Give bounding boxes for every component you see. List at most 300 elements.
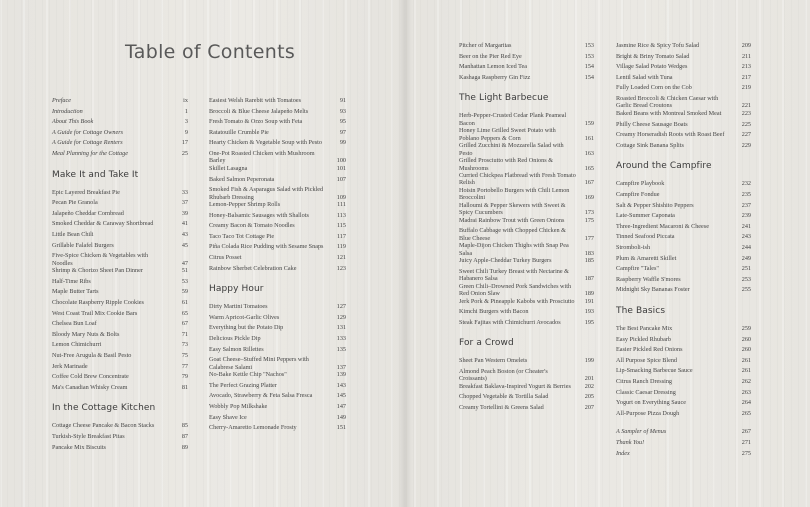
toc-entry[interactable] [459,383,594,390]
toc-entry[interactable] [459,268,594,283]
entry-page-number: 189 [584,290,594,297]
toc-entry[interactable] [209,346,346,353]
toc-entry[interactable] [459,217,594,224]
toc-entry[interactable] [616,439,751,446]
toc-entry[interactable] [459,242,594,257]
entry-page-number: 71 [181,330,188,338]
entry-title: Almond Peach Boston (or Cheater's Croissants) [459,367,548,383]
toc-entry[interactable] [616,53,751,60]
toc-entry[interactable] [209,150,346,165]
entry-title: Fully Loaded Corn on the Cob [616,84,692,92]
entry-title: A Guide for Cottage Renters [52,139,123,147]
entry-title: Chelsea Bun Loaf [52,320,97,328]
entry-title: Grilled Zucchini & Mozzarella Salad with Pesto [459,142,564,157]
section-heading: The Light Barbecue [459,93,549,104]
toc-entry[interactable] [209,265,346,272]
entry-page-number: 153 [584,52,594,60]
entry-title: Roasted Broccoli & Chicken Caesar with Garlic Bread Croutons [616,95,719,110]
entry-page-number: 39 [181,209,188,217]
entry-page-number: 127 [336,303,346,311]
entry-page-number: 161 [584,134,594,142]
entry-page-number: 251 [741,265,751,273]
entry-title: Buffalo Cabbage with Chopped Chicken & Blue Cheese [459,227,566,242]
entry-title: Manhattan Lemon Iced Tea [459,63,528,71]
entry-title: Yogurt on Everything Sauce [616,399,687,407]
toc-entry[interactable] [616,233,751,240]
entry-page-number: 217 [741,73,751,81]
toc-entry[interactable] [459,53,594,60]
entry-page-number: 225 [741,120,751,128]
entry-page-number: 205 [584,393,594,401]
entry-page-number: 187 [584,275,594,283]
toc-entry[interactable] [209,201,346,208]
toc-entry[interactable] [52,210,188,217]
toc-entry[interactable] [616,399,751,406]
entry-page-number: 259 [741,324,751,332]
entry-page-number: 123 [336,264,346,272]
toc-entry[interactable] [209,403,346,410]
entry-page-number: 73 [181,341,188,349]
entry-title: Herb-Pepper-Crusted Cedar Plank Peameal Bacon [459,112,567,127]
entry-title: Warm Apricot-Garlic Olives [209,313,280,321]
entry-title: Introduction [52,107,83,115]
entry-page-number: 3 [184,118,188,126]
entry-title: Madrai Rainbow Trout with Green Onions [459,216,565,224]
entry-title: Delicious Pickle Dip [209,335,261,342]
entry-title: Coffee Cold Brew Concentrate [52,373,129,381]
entry-page-number: 97 [339,128,346,136]
section-heading: The Basics [616,305,666,316]
entry-title: Salt & Pepper Shishito Peppers [616,201,694,209]
entry-title: Ma's Canadian Whisky Cream [52,383,128,391]
entry-page-number: 93 [339,107,346,115]
toc-entry[interactable] [616,223,751,230]
entry-page-number: ix [183,97,188,104]
toc-entry[interactable] [616,389,751,396]
toc-column-2 [209,97,346,497]
toc-entry[interactable] [209,129,346,136]
toc-entry[interactable] [459,187,594,202]
entry-title: Rainbow Sherbet Celebration Cake [209,264,297,272]
entry-page-number: 95 [339,118,346,126]
entry-title: Creamy Horseradish Roots with Roast Beef [616,131,725,139]
entry-title: Cherry-Amaretto Lemonade Frosty [209,424,297,432]
entry-title: Jerk Marinade [52,362,88,370]
entry-title: Kimchi Burgers with Bacon [459,308,529,316]
entry-page-number: 165 [584,164,594,172]
toc-entry[interactable] [459,127,594,142]
entry-title: Campfire Playbook [616,180,665,188]
entry-page-number: 77 [181,362,188,370]
toc-entry[interactable] [209,356,346,371]
toc-entry[interactable] [209,324,346,331]
toc-entry[interactable] [52,320,188,327]
toc-entry[interactable] [616,286,751,293]
entry-page-number: 237 [741,201,751,209]
toc-entry[interactable] [616,110,751,117]
entry-page-number: 101 [336,164,346,172]
entry-page-number: 260 [741,346,751,354]
entry-page-number: 9 [184,128,188,136]
entry-title: Easiest Welsh Rarebit with Tomatoes [209,97,301,104]
toc-entry[interactable] [616,191,751,198]
entry-page-number: 75 [181,351,188,359]
entry-title: Meal Planning for the Cottage [52,150,128,157]
entry-page-number: 17 [181,139,188,147]
entry-page-number: 243 [741,233,751,241]
entry-title: Three-Ingredient Macaroni & Cheese [616,222,709,230]
entry-title: Avocado, Strawberry & Feta Salsa Fresca [209,392,313,400]
entry-page-number: 151 [336,424,346,432]
toc-column-1 [52,97,188,497]
toc-entry[interactable] [52,139,188,146]
entry-title: One-Pot Roasted Chicken with Mushroom Barley [209,150,315,165]
entry-page-number: 61 [181,298,188,306]
entry-page-number: 117 [336,232,346,240]
entry-title: Jasmine Rice & Spicy Tofu Salad [616,42,700,49]
toc-entry[interactable] [52,352,188,359]
toc-entry[interactable] [616,357,751,364]
toc-entry[interactable] [209,118,346,125]
entry-page-number: 41 [181,220,188,228]
entry-page-number: 260 [741,335,751,343]
toc-entry[interactable] [52,97,188,104]
entry-page-number: 177 [584,234,594,242]
entry-page-number: 153 [584,42,594,49]
entry-page-number: 115 [336,222,346,230]
entry-page-number: 173 [584,209,594,217]
toc-entry[interactable] [52,384,188,391]
entry-title: Breakfast Baklava-Inspired Yogurt & Berries [459,382,571,390]
entry-page-number: 85 [181,422,188,430]
entry-title: Tinned Seafood Piccata [616,233,675,241]
toc-entry[interactable] [52,189,188,196]
toc-entry[interactable] [616,450,751,457]
entry-page-number: 33 [181,188,188,196]
toc-entry[interactable] [52,108,188,115]
entry-page-number: 129 [336,313,346,321]
entry-page-number: 227 [741,131,751,139]
entry-page-number: 244 [741,243,751,251]
entry-page-number: 37 [181,199,188,207]
toc-entry[interactable] [52,129,188,136]
toc-entry[interactable] [52,444,188,451]
entry-page-number: 219 [741,84,751,92]
entry-title: Grilled Prosciutto with Red Onions & Mushrooms [459,157,554,172]
entry-page-number: 271 [741,438,751,446]
toc-entry[interactable] [616,180,751,187]
entry-page-number: 265 [741,409,751,417]
toc-entry[interactable] [209,212,346,219]
entry-title: Citrus Ranch Dressing [616,377,673,385]
entry-page-number: 1 [184,107,188,115]
entry-title: Citrus Posset [209,254,242,261]
toc-entry[interactable] [52,433,188,440]
entry-page-number: 262 [741,377,751,385]
entry-page-number: 137 [336,363,346,371]
toc-entry[interactable] [459,319,594,326]
toc-entry[interactable] [616,74,751,81]
toc-entry[interactable] [459,308,594,315]
entry-title: Lip-Smacking Barbecue Sauce [616,367,693,375]
entry-page-number: 202 [584,382,594,390]
entry-page-number: 53 [181,277,188,285]
toc-entry[interactable] [616,142,751,149]
entry-title: Philly Cheese Sausage Boats [616,120,688,128]
toc-entry[interactable] [616,336,751,343]
entry-page-number: 159 [584,119,594,127]
toc-entry[interactable] [616,244,751,251]
toc-entry[interactable] [209,371,346,378]
entry-page-number: 193 [584,308,594,316]
toc-entry[interactable] [52,118,188,125]
toc-entry[interactable] [209,165,346,172]
toc-entry[interactable] [52,331,188,338]
entry-page-number: 139 [336,371,346,379]
entry-title: All-Purpose Pizza Dough [616,409,680,417]
toc-entry[interactable] [52,231,188,238]
toc-entry[interactable] [616,410,751,417]
entry-page-number: 99 [339,139,346,147]
entry-title: Cottage Sink Banana Splits [616,141,684,149]
toc-entry[interactable] [209,176,346,183]
entry-page-number: 89 [181,443,188,451]
toc-entry[interactable] [52,288,188,295]
entry-page-number: 191 [584,297,594,305]
toc-entry[interactable] [52,242,188,249]
toc-entry[interactable] [209,139,346,146]
entry-title: Smoked Cheddar & Caraway Shortbread [52,220,154,228]
entry-page-number: 79 [181,373,188,381]
entry-title: Taco Taco Tot Cottage Pie [209,232,275,240]
entry-title: Shrimp & Chorizo Sheet Pan Dinner [52,267,143,275]
entry-page-number: 91 [339,97,346,104]
entry-page-number: 229 [741,141,751,149]
toc-entry[interactable] [459,393,594,400]
entry-page-number: 241 [741,222,751,230]
entry-page-number: 154 [584,73,594,81]
toc-entry[interactable] [616,212,751,219]
toc-entry[interactable] [209,392,346,399]
entry-page-number: 154 [584,63,594,71]
entry-title: Piña Colada Rice Pudding with Sesame Snaps [209,243,324,251]
entry-page-number: 249 [741,254,751,262]
toc-entry[interactable] [616,325,751,332]
entry-page-number: 264 [741,399,751,407]
toc-entry[interactable] [209,382,346,389]
toc-entry[interactable] [209,243,346,250]
toc-entry[interactable] [209,108,346,115]
entry-title: Baked Salmon Peperonata [209,175,275,183]
entry-page-number: 183 [584,249,594,257]
entry-title: Honey-Balsamic Sausages with Shallots [209,211,309,219]
toc-entry[interactable] [52,150,188,157]
entry-page-number: 275 [741,449,751,457]
entry-title: Jalapeño Cheddar Cornbread [52,209,124,217]
entry-title: Thank You! [616,438,645,446]
section-heading: In the Cottage Kitchen [52,403,156,414]
toc-entry[interactable] [209,186,346,201]
toc-entry[interactable] [616,367,751,374]
entry-page-number: 267 [741,428,751,436]
toc-entry[interactable] [209,335,346,342]
entry-title: Creamy Tortellini & Greens Salad [459,404,544,411]
entry-title: Easier Pickled Red Onions [616,346,683,354]
entry-page-number: 253 [741,275,751,283]
toc-entry[interactable] [459,172,594,187]
entry-page-number: 111 [337,201,346,208]
entry-title: Everything but the Potato Dip [209,324,284,332]
toc-entry[interactable] [52,363,188,370]
entry-title: Honey Lime Grilled Sweet Potato with Poblano Peppers & Corn [459,127,556,142]
toc-entry[interactable] [459,227,594,242]
entry-title: Fresh Tomato & Orzo Soup with Feta [209,118,303,126]
toc-entry[interactable] [459,42,594,49]
toc-entry[interactable] [52,373,188,380]
entry-page-number: 199 [584,357,594,365]
toc-entry[interactable] [209,424,346,431]
toc-column-4 [616,42,751,502]
toc-entry[interactable] [459,283,594,298]
entry-title: Easy Salmon Rillettes [209,345,264,353]
entry-page-number: 65 [181,309,188,317]
entry-page-number: 147 [336,402,346,410]
entry-title: Bright & Briny Tomato Salad [616,52,690,60]
toc-entry[interactable] [459,142,594,157]
entry-title: Maple-Dijon Chicken Thighs with Snap Pea Salsa [459,242,569,257]
toc-entry[interactable] [52,341,188,348]
toc-entry[interactable] [616,428,751,435]
toc-entry[interactable] [459,74,594,81]
entry-title: Easy Pickled Rhubarb [616,335,671,343]
entry-title: Easy Shave Ice [209,413,247,421]
entry-title: Goat Cheese–Stuffed Mini Peppers with Calabrese Salami [209,356,309,371]
toc-entry[interactable] [459,112,594,127]
entry-page-number: 149 [336,413,346,421]
entry-title: Bloody Mary Nuts & Bolts [52,330,120,338]
entry-title: All Purpose Spice Blend [616,356,678,364]
toc-entry[interactable] [616,131,751,138]
entry-title: Creamy Bacon & Tomato Noodles [209,222,295,230]
entry-title: Campfire Fondue [616,190,660,198]
entry-page-number: 109 [336,193,346,201]
entry-title: Little Bean Chili [52,231,94,238]
entry-page-number: 175 [584,216,594,224]
toc-entry[interactable] [52,267,188,274]
toc-entry[interactable] [209,254,346,261]
toc-entry[interactable] [616,84,751,91]
entry-page-number: 145 [336,392,346,400]
entry-page-number: 133 [336,335,346,342]
toc-entry[interactable] [459,298,594,305]
toc-entry[interactable] [459,257,594,264]
entry-page-number: 51 [181,267,188,275]
toc-entry[interactable] [52,299,188,306]
entry-title: Pecan Pie Granola [52,199,98,207]
entry-page-number: 167 [584,179,594,187]
entry-page-number: 81 [181,383,188,391]
entry-title: Ratatouille Crumble Pie [209,128,269,136]
entry-page-number: 235 [741,190,751,198]
toc-entry[interactable] [209,314,346,321]
toc-entry[interactable] [616,202,751,209]
toc-entry[interactable] [209,414,346,421]
toc-entry[interactable] [616,276,751,283]
entry-title: Stromboli-ish [616,243,651,251]
toc-entry[interactable] [616,121,751,128]
entry-title: Index [616,449,630,457]
toc-entry[interactable] [52,278,188,285]
entry-title: Half-Time Ribs [52,277,91,285]
toc-entry[interactable] [459,368,594,383]
toc-entry[interactable] [52,199,188,206]
entry-title: The Perfect Grazing Platter [209,381,277,389]
section-heading: Around the Campfire [616,161,712,172]
toc-entry[interactable] [52,252,188,267]
entry-title: Smoked Fish & Asparagus Salad with Pickled Rhubarb Dressing [209,186,324,201]
entry-title: Lemon Chimichurri [52,341,102,349]
entry-page-number: 232 [741,180,751,188]
toc-entry[interactable] [616,95,751,110]
toc-entry[interactable] [616,63,751,70]
entry-title: Lemon-Pepper Shrimp Rolls [209,201,281,208]
toc-column-3 [459,42,594,502]
toc-entry[interactable] [616,42,751,49]
toc-entry[interactable] [209,233,346,240]
entry-page-number: 255 [741,286,751,294]
toc-entry[interactable] [209,303,346,310]
entry-page-number: 207 [584,404,594,411]
toc-entry[interactable] [616,378,751,385]
entry-page-number: 239 [741,212,751,220]
entry-title: Late-Summer Caponata [616,212,675,220]
toc-entry[interactable] [616,255,751,262]
entry-title: Campfire "Tales" [616,265,659,273]
entry-page-number: 163 [584,149,594,157]
entry-title: Steak Fajitas with Chimichurri Avocados [459,318,561,326]
entry-title: Cottage Cheese Pancake & Bacon Stacks [52,422,155,430]
toc-entry[interactable] [459,63,594,70]
toc-entry[interactable] [209,97,346,104]
toc-entry[interactable] [616,346,751,353]
entry-title: Classic Caesar Dressing [616,388,676,396]
toc-entry[interactable] [459,202,594,217]
entry-page-number: 119 [336,243,346,251]
toc-entry[interactable] [459,357,594,364]
entry-page-number: 223 [741,109,751,117]
toc-entry[interactable] [459,157,594,172]
entry-title: Skillet Lasagna [209,164,248,172]
toc-entry[interactable] [52,422,188,429]
entry-page-number: 185 [584,257,594,265]
entry-page-number: 45 [181,241,188,249]
entry-page-number: 25 [181,150,188,157]
entry-title: Hearty Chicken & Vegetable Soup with Pesto [209,139,322,147]
toc-entry[interactable] [52,310,188,317]
entry-page-number: 211 [741,52,751,60]
entry-title: Preface [52,97,72,104]
entry-title: Pitcher of Margaritas [459,42,512,49]
toc-entry[interactable] [616,265,751,272]
entry-title: Lentil Salad with Tuna [616,73,673,81]
entry-title: Village Salad Potato Wedges [616,63,688,71]
toc-entry[interactable] [209,222,346,229]
entry-page-number: 143 [336,381,346,389]
toc-entry[interactable] [52,220,188,227]
entry-page-number: 261 [741,367,751,375]
entry-page-number: 169 [584,194,594,202]
toc-entry[interactable] [459,404,594,411]
